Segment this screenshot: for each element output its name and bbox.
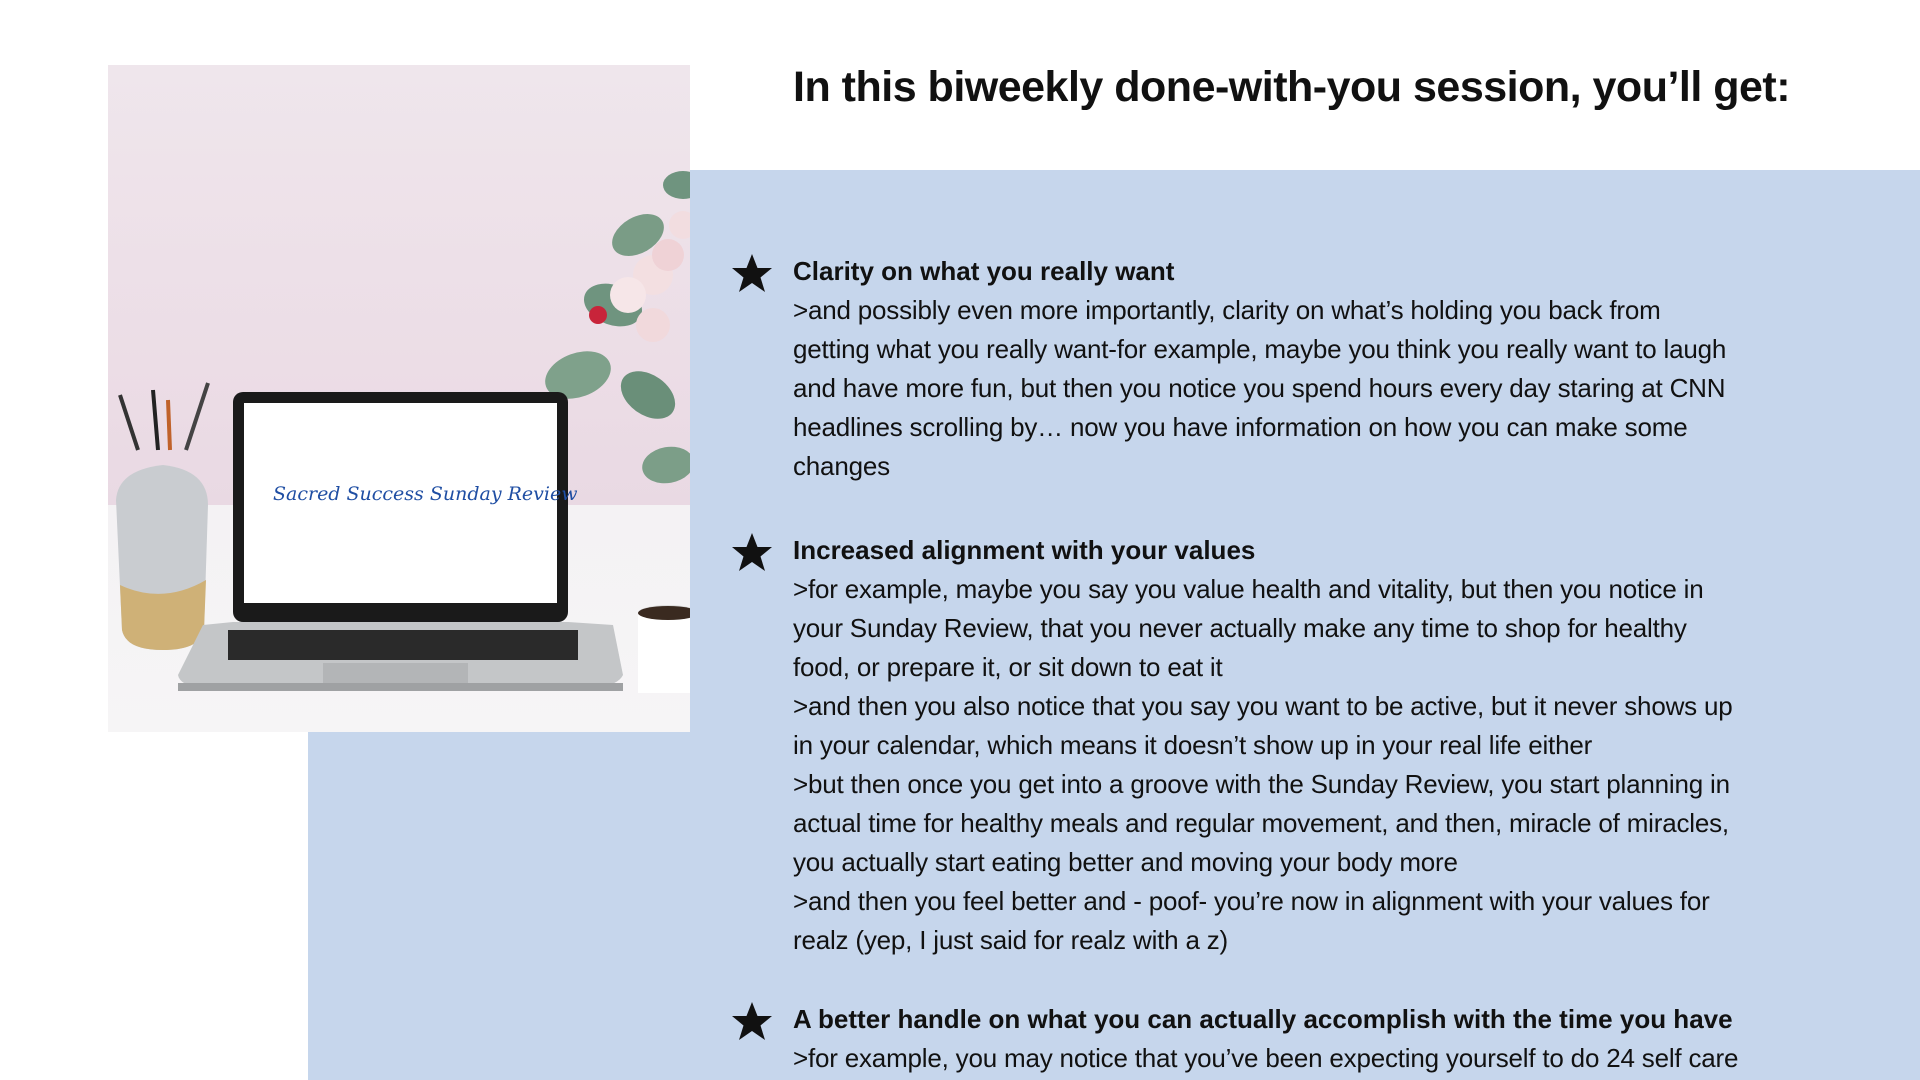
benefit-text-line: your Sunday Review, that you never actually make any time to shop for healthy <box>793 613 1687 643</box>
coffee-cup <box>638 605 690 693</box>
laptop-desk-photo <box>108 65 690 732</box>
laptop-screen-text: Sacred Success Sunday Review <box>273 483 578 505</box>
benefit-text-line: realz (yep, I just said for realz with a z) <box>793 925 1228 955</box>
benefit-title: Clarity on what you really want <box>793 256 1175 286</box>
benefit-text-line: headlines scrolling by… now you have information on how you can make some <box>793 412 1688 442</box>
benefit-text-line: >and then you feel better and - poof- you’re now in alignment with your values for <box>793 886 1710 916</box>
benefit-title: Increased alignment with your values <box>793 535 1256 565</box>
star-icon <box>730 1000 774 1044</box>
laptop <box>178 392 623 691</box>
benefit-text-line: >and possibly even more importantly, clarity on what’s holding you back from <box>793 295 1661 325</box>
benefit-item-clarity <box>793 252 1833 486</box>
benefit-item-time <box>793 1000 1833 1078</box>
page-heading: In this biweekly done-with-you session, you’ll get: <box>793 63 1791 111</box>
benefit-text-line: you actually start eating better and moving your body more <box>793 847 1458 877</box>
benefit-text-line: >but then once you get into a groove with the Sunday Review, you start planning in <box>793 769 1730 799</box>
benefit-text-line: >for example, you may notice that you’ve been expecting yourself to do 24 self care <box>793 1043 1739 1073</box>
star-icon <box>730 252 774 296</box>
benefit-text-line: in your calendar, which means it doesn’t show up in your real life either <box>793 730 1593 760</box>
benefit-text-line: and have more fun, but then you notice you spend hours every day staring at CNN <box>793 373 1726 403</box>
benefit-text-line: getting what you really want-for example, maybe you think you really want to laugh <box>793 334 1727 364</box>
benefit-text-line: >for example, maybe you say you value health and vitality, but then you notice in <box>793 574 1704 604</box>
benefit-title: A better handle on what you can actually accomplish with the time you have <box>793 1004 1733 1034</box>
benefit-text-line: >and then you also notice that you say you want to be active, but it never shows up <box>793 691 1733 721</box>
benefit-text-line: food, or prepare it, or sit down to eat it <box>793 652 1223 682</box>
benefit-text-line: changes <box>793 451 890 481</box>
benefit-text-line: actual time for healthy meals and regular movement, and then, miracle of miracles, <box>793 808 1729 838</box>
benefit-item-alignment <box>793 531 1833 960</box>
brush-cup <box>116 383 208 650</box>
star-icon <box>730 531 774 575</box>
